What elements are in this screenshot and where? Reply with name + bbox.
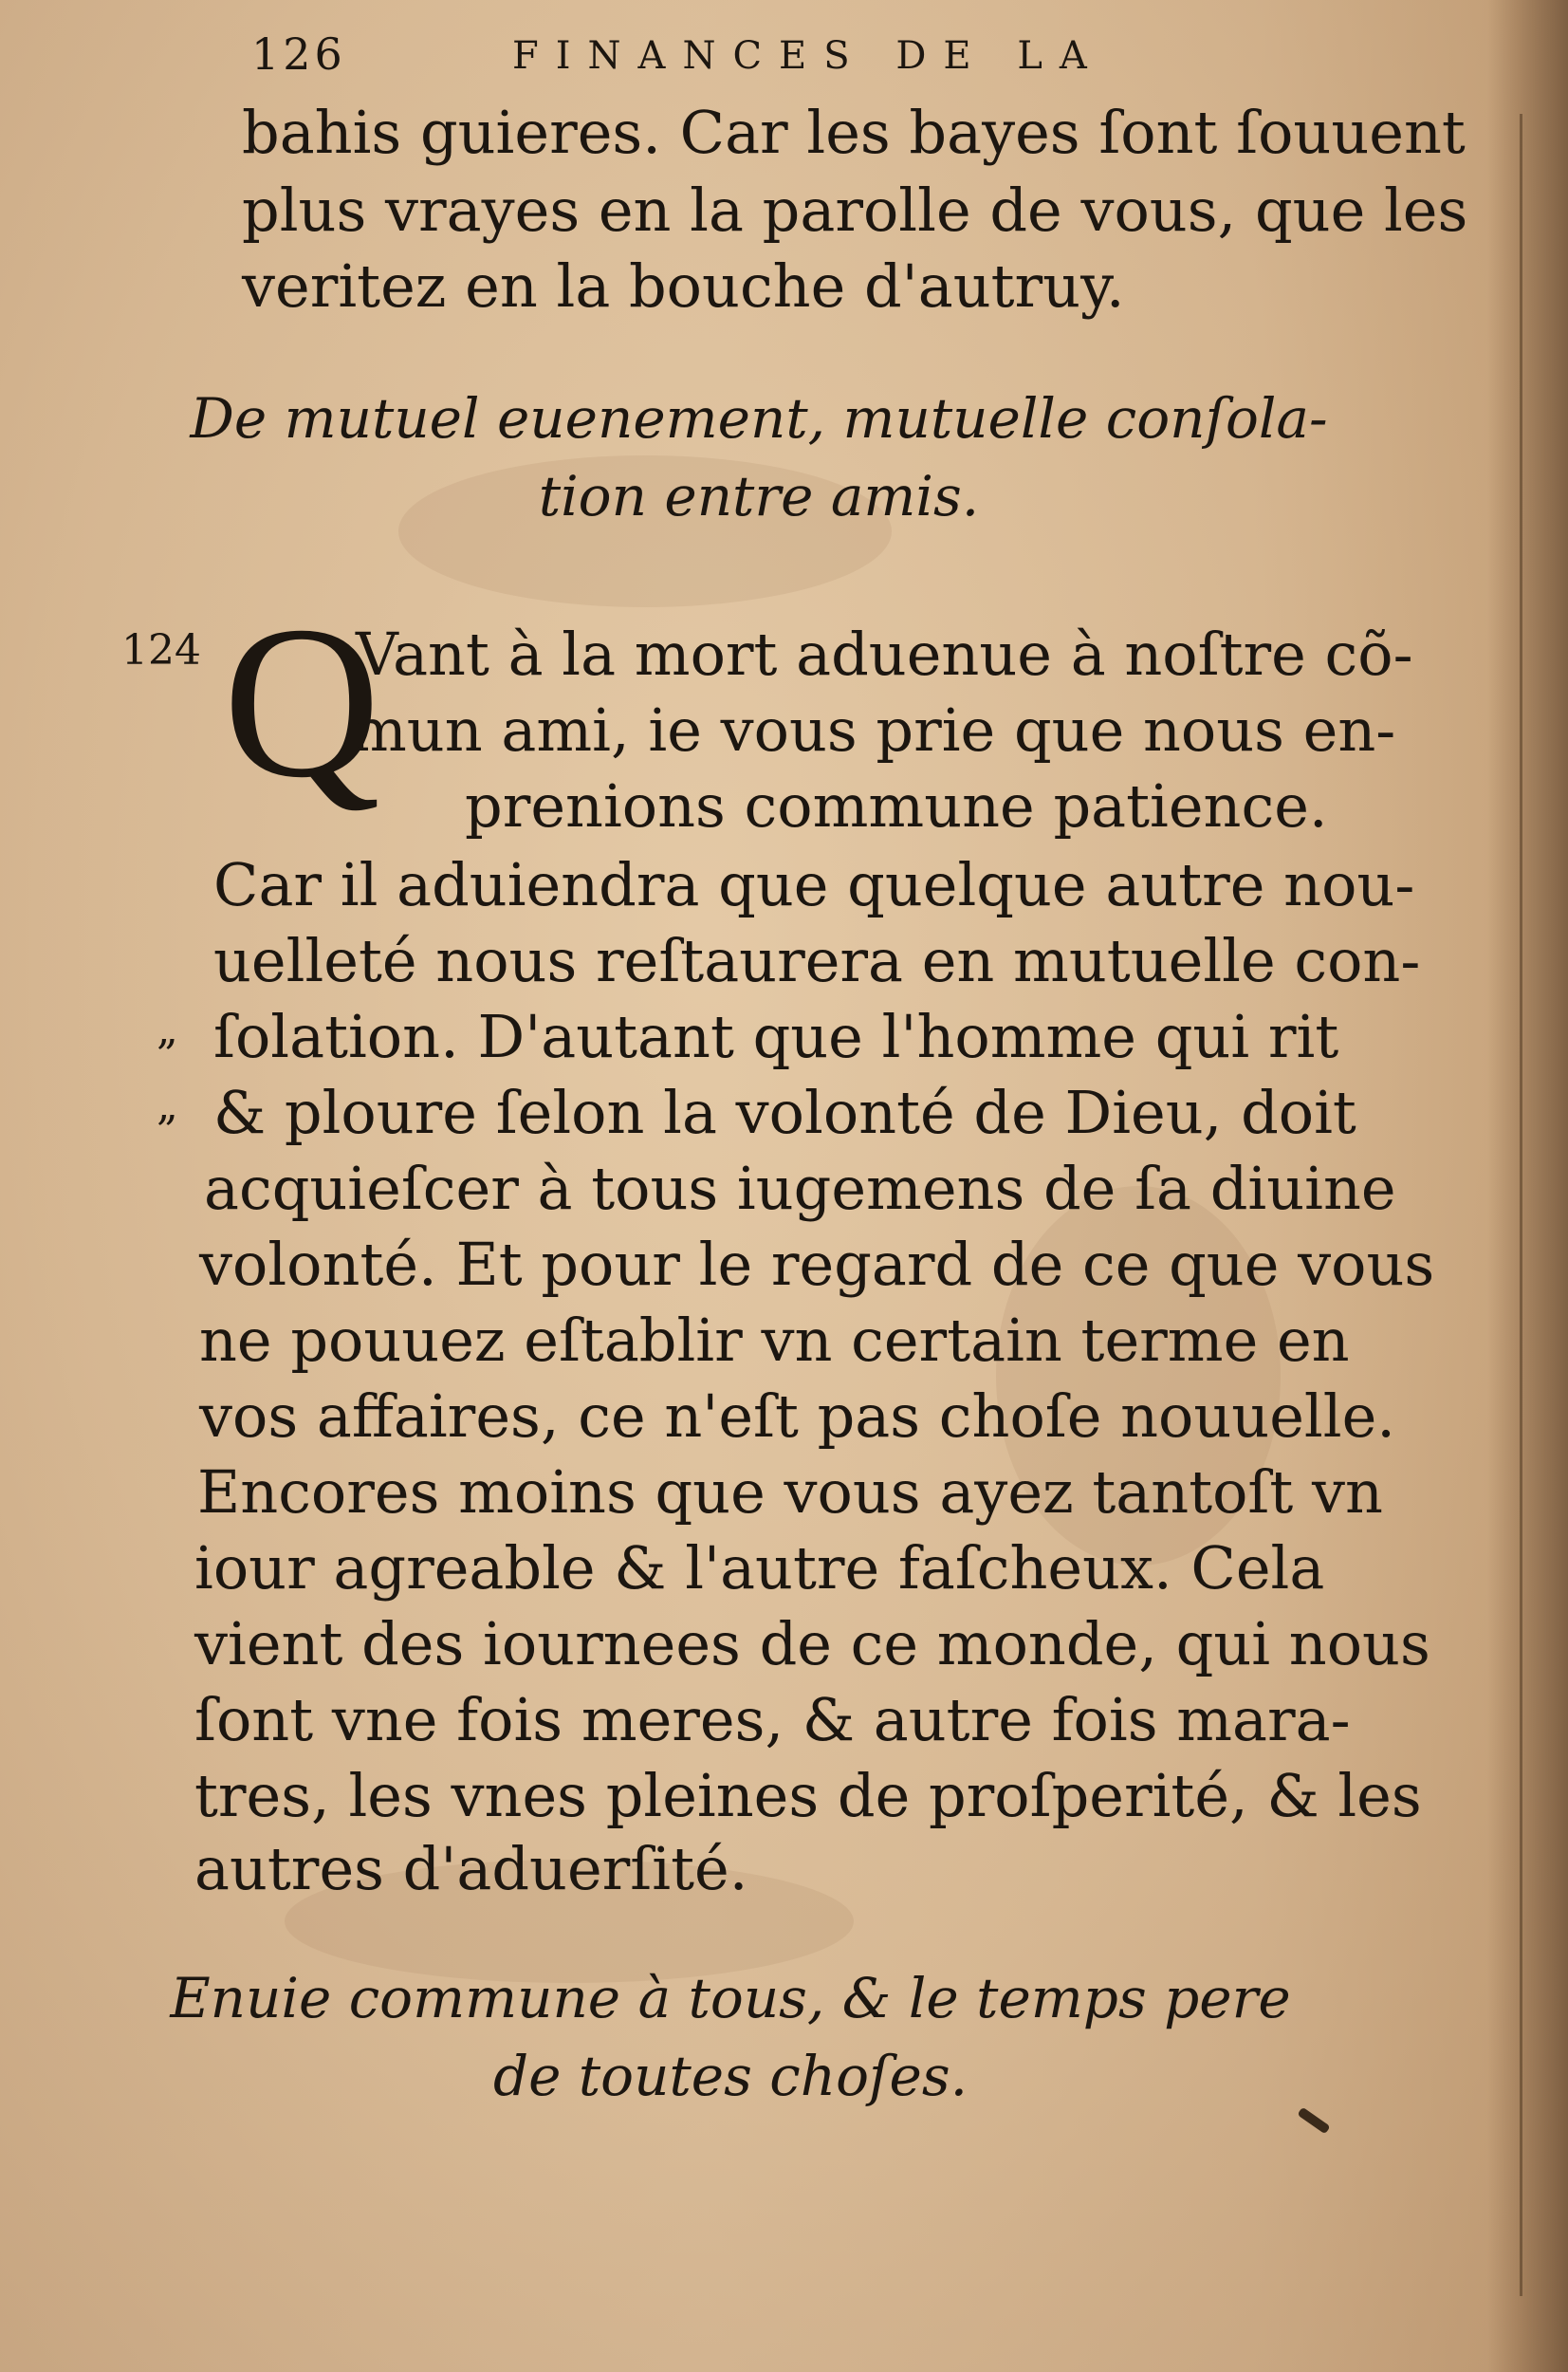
text-line: autres d'aduerſité. bbox=[194, 1834, 748, 1903]
text-line: iour agreable & l'autre faſcheux. Cela bbox=[194, 1533, 1325, 1603]
page-gutter bbox=[1487, 0, 1568, 2372]
quote-mark: „ bbox=[157, 1006, 178, 1054]
page-number: 126 bbox=[251, 28, 346, 80]
text-line: Vant à la mort aduenue à noſtre cõ- bbox=[356, 620, 1413, 689]
text-line: & ploure ſelon la volonté de Dieu, doit bbox=[213, 1078, 1356, 1147]
text-line: ne pouuez eſtablir vn certain terme en bbox=[199, 1306, 1350, 1375]
running-title: FINANCES DE LA bbox=[512, 34, 1104, 78]
marginal-number: 124 bbox=[121, 626, 201, 675]
text-line: Car il aduiendra que quelque autre nou- bbox=[213, 850, 1415, 919]
text-line: Encores moins que vous ayez tantoſt vn bbox=[197, 1457, 1383, 1527]
ink-mark bbox=[1297, 2107, 1330, 2135]
heading-line: De mutuel euenement, mutuelle conſola- bbox=[190, 386, 1328, 451]
text-line: bahis guieres. Car les bayes ſont ſouuent bbox=[242, 98, 1466, 167]
text-line: mun ami, ie vous prie que nous en- bbox=[351, 695, 1396, 765]
section-heading bbox=[161, 1959, 1300, 2115]
text-line: ſolation. D'autant que l'homme qui rit bbox=[213, 1002, 1339, 1071]
text-line: vos affaires, ce n'eſt pas choſe nouuelle. bbox=[199, 1381, 1395, 1451]
text-line: veritez en la bouche d'autruy. bbox=[242, 251, 1125, 321]
text-line: vient des iournees de ce monde, qui nous bbox=[194, 1609, 1430, 1678]
section-heading bbox=[190, 380, 1328, 535]
gutter-line bbox=[1520, 114, 1522, 2296]
text-line: plus vrayes en la parolle de vous, que les bbox=[242, 176, 1468, 245]
quote-mark: „ bbox=[157, 1082, 178, 1130]
text-line: ſont vne fois meres, & autre fois mara- bbox=[194, 1685, 1351, 1754]
text-line: volonté. Et pour le regard de ce que vous bbox=[199, 1230, 1435, 1299]
heading-line: Enuie commune à tous, & le temps pere bbox=[170, 1966, 1291, 2030]
running-head bbox=[251, 28, 1200, 85]
text-line: uelleté nous reſtaurera en mutuelle con- bbox=[213, 926, 1421, 995]
drop-cap: Q bbox=[223, 581, 381, 823]
text-line: tres, les vnes pleines de proſperité, & les bbox=[194, 1761, 1422, 1830]
heading-line: tion entre amis. bbox=[538, 464, 980, 528]
text-line: acquieſcer à tous iugemens de ſa diuine bbox=[204, 1154, 1396, 1223]
heading-line: de toutes choſes. bbox=[492, 2044, 968, 2108]
text-line: prenions commune patience. bbox=[465, 771, 1328, 841]
